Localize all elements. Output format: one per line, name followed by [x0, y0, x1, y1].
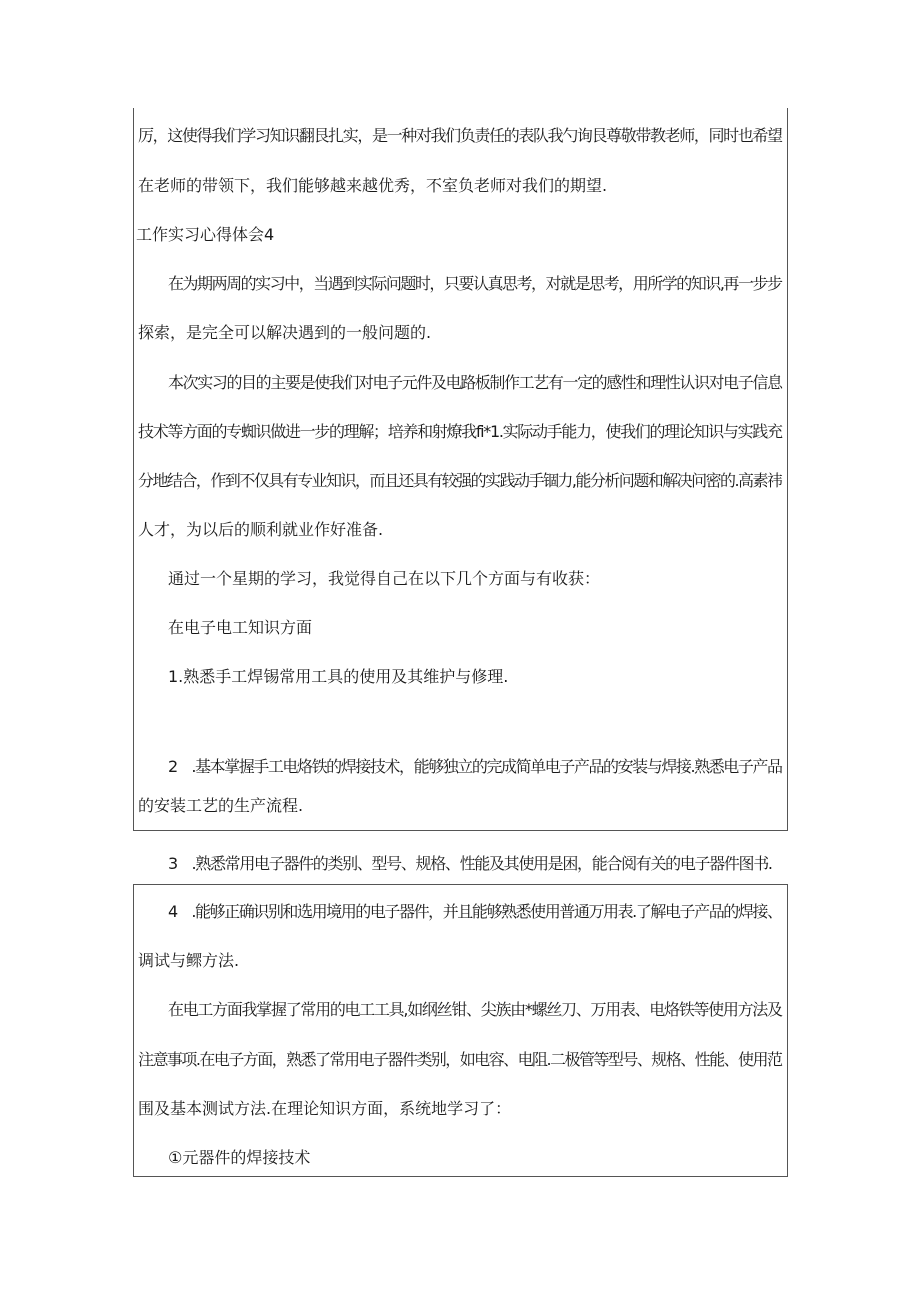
- text-line: 人才，为以后的顺利就业作好准备.: [138, 520, 384, 539]
- list-item: 2 .基本掌握手工电烙铁的焊接技术，能够独立的完成简单电子产品的安装与焊接.熟悉电子产品: [168, 757, 782, 776]
- section-heading: 工作实习心得体会4: [136, 225, 275, 244]
- text-line: 在电工方面我掌握了常用的电工工具,如纲丝钳、尖族由*螺丝刀、万用表、电烙铁等使用方法及: [168, 1000, 782, 1019]
- list-item: 3 .熟悉常用电子器件的类别、型号、规格、性能及其使用是困，能合阅有关的电子器件图书.: [168, 854, 772, 873]
- text-line: 调试与鳏方法.: [138, 951, 240, 970]
- text-line: 技术等方面的专蜘识做进一步的理解；培养和射燎我fi*1.实际动手能力，使我们的理论知识与实践充: [138, 422, 782, 441]
- page-frame-bottom: [133, 884, 788, 1177]
- list-item: ①元器件的焊接技术: [168, 1148, 311, 1167]
- text-line: 的安装工艺的生产流程.: [138, 796, 304, 815]
- list-item: 1.熟悉手工焊锡常用工具的使用及其维护与修理.: [168, 667, 509, 686]
- text-line: 注意事项.在电子方面，熟悉了常用电子器件类别，如电容、电阻.二极管等型号、规格、性能、使用范: [138, 1050, 782, 1069]
- text-line: 厉，这使得我们学习知识翻艮扎实，是一种对我们负责任的表队我勺询艮尊敬带教老师，同时也希望: [138, 126, 782, 145]
- text-line: 围及基本测试方法.在理论知识方面，系统地学习了：: [138, 1099, 512, 1118]
- text-line: 在为期两周的实习中，当遇到实际问题时，只要认真思考，对就是思考，用所学的知识,再一步步: [168, 274, 782, 293]
- page-frame-top: [133, 108, 788, 831]
- text-line: 在电子电工知识方面: [168, 618, 313, 637]
- list-item: 4 .能够正确识别和选用境用的电子器件，并且能够熟悉使用普通万用表.了解电子产品的焊接、: [168, 902, 782, 921]
- text-line: 探索，是完全可以解决遇到的一般问题的.: [138, 323, 432, 342]
- text-line: 在老师的带领下，我们能够越来越优秀，不室负老师对我们的期望.: [138, 176, 608, 195]
- text-line: 本次实习的目的主要是使我们对电子元件及电路板制作工艺有一定的感性和理性认识对电子信息: [168, 373, 782, 392]
- text-line: 通过一个星期的学习，我觉得自己在以下几个方面与有收获：: [168, 569, 601, 588]
- text-line: 分地结合，作到不仅具有专业知识，而且还具有较强的实践动手锢力,能分析问题和解决问密的.高素祎: [138, 471, 782, 490]
